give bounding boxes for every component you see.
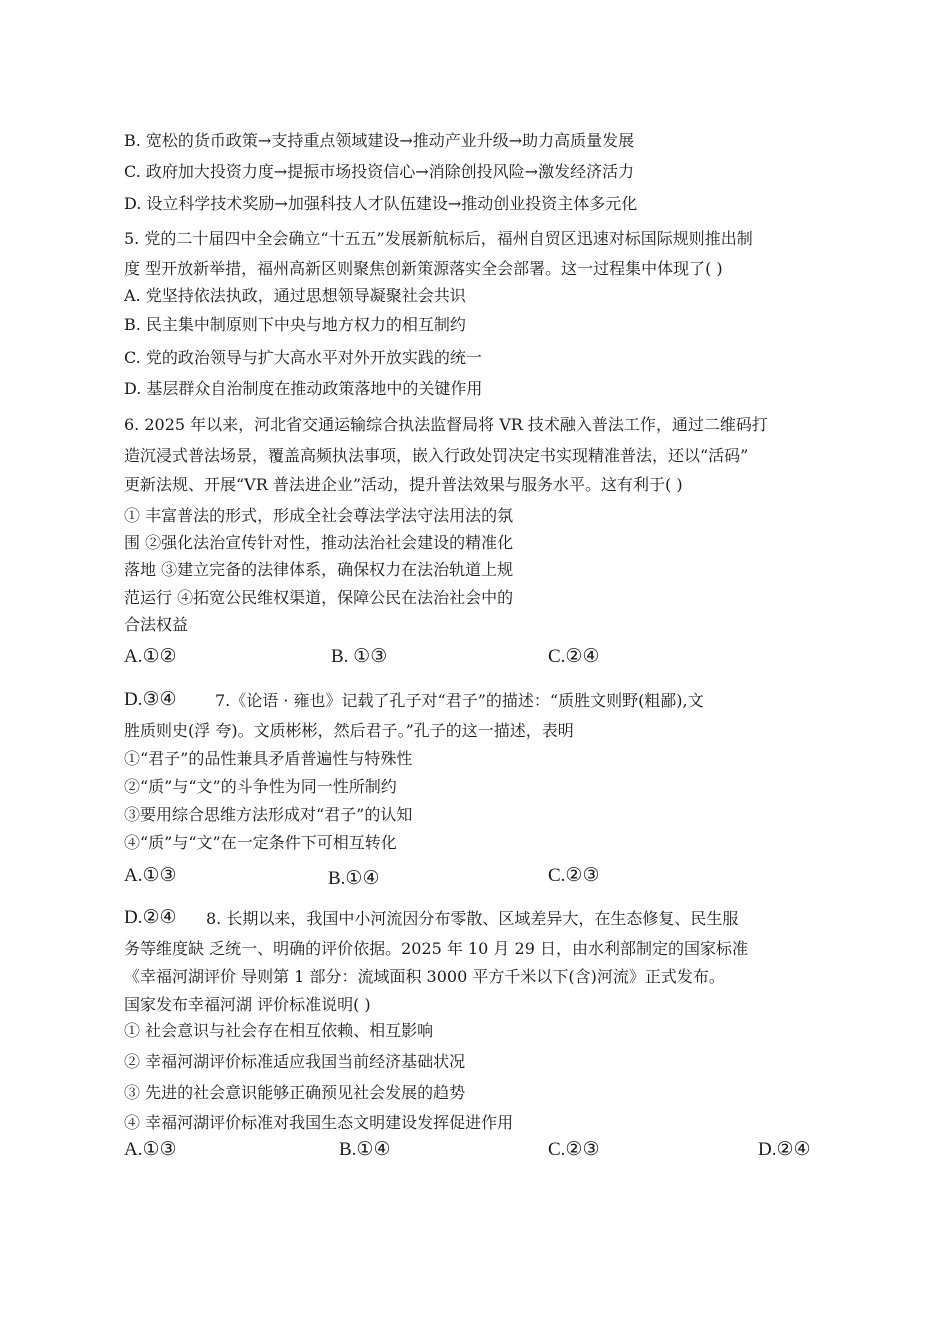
- q6-statement-line2: 围 ②强化法治宣传针对性，推动法治社会建设的精准化: [124, 533, 514, 552]
- q8-stem-line3: 《幸福河湖评价 导则第 1 部分：流域面积 3000 平方千米以下(含)河流》正式发布。: [124, 967, 725, 986]
- q8-stem-line1: 8. 长期以来，我国中小河流因分布零散、区域差异大，在生态修复、民生服: [206, 909, 739, 928]
- q5-stem-line1: 5. 党的二十届四中全会确立“十五五”发展新航标后，福州自贸区迅速对标国际规则推出制: [124, 229, 753, 248]
- q8-stem-line4: 国家发布幸福河湖 评价标准说明( ): [124, 995, 371, 1014]
- q6-statement-line1: ① 丰富普法的形式，形成全社会尊法学法守法用法的氛: [124, 506, 514, 525]
- q8-choice-d: D.②④: [758, 1139, 811, 1160]
- q8-statement-1: ① 社会意识与社会存在相互依赖、相互影响: [124, 1021, 434, 1040]
- q8-statement-3: ③ 先进的社会意识能够正确预见社会发展的趋势: [124, 1083, 466, 1102]
- q5-option-b: B. 民主集中制原则下中央与地方权力的相互制约: [124, 315, 466, 334]
- q7-statement-4: ④“质”与“文”在一定条件下可相互转化: [124, 833, 397, 852]
- q8-choice-c: C.②③: [548, 1139, 600, 1160]
- q6-stem-line3: 更新法规、开展“VR 普法进企业”活动，提升普法效果与服务水平。这有利于( ): [124, 475, 683, 494]
- q6-statement-line4: 范运行 ④拓宽公民维权渠道，保障公民在法治社会中的: [124, 588, 514, 607]
- q8-choice-b: B.①④: [339, 1139, 391, 1160]
- q6-stem-line1: 6. 2025 年以来，河北省交通运输综合执法监督局将 VR 技术融入普法工作，通过二维码打: [124, 415, 768, 434]
- q4-option-c: C. 政府加大投资力度→提振市场投资信心→消除创投风险→激发经济活力: [124, 162, 635, 181]
- q6-choice-c: C.②④: [548, 646, 600, 667]
- q7-choice-c: C.②③: [548, 865, 600, 886]
- q6-statement-line5: 合法权益: [124, 615, 189, 634]
- q7-choice-b: B.①④: [328, 868, 380, 889]
- q7-statement-2: ②“质”与“文”的斗争性为同一性所制约: [124, 777, 397, 796]
- q8-statement-2: ② 幸福河湖评价标准适应我国当前经济基础状况: [124, 1052, 466, 1071]
- q6-choice-b: B. ①③: [331, 646, 388, 667]
- q7-statement-3: ③要用综合思维方法形成对“君子”的认知: [124, 805, 413, 824]
- q7-stem-line1: 7.《论语 · 雍也》记载了孔子对“君子”的描述：“质胜文则野(粗鄙),文: [215, 691, 704, 710]
- q5-option-c: C. 党的政治领导与扩大高水平对外开放实践的统一: [124, 348, 482, 367]
- q5-stem-line2: 度 型开放新举措，福州高新区则聚焦创新策源落实全会部署。这一过程集中体现了( ): [124, 259, 723, 278]
- q6-choice-d: D.③④: [124, 689, 177, 710]
- q4-option-d: D. 设立科学技术奖励→加强科技人才队伍建设→推动创业投资主体多元化: [124, 194, 638, 213]
- q7-choice-a: A.①③: [124, 865, 177, 886]
- q7-choice-d: D.②④: [124, 907, 177, 928]
- q5-option-d: D. 基层群众自治制度在推动政策落地中的关键作用: [124, 379, 483, 398]
- q5-option-a: A. 党坚持依法执政，通过思想领导凝聚社会共识: [124, 286, 466, 305]
- q8-choice-a: A.①③: [124, 1139, 177, 1160]
- q6-statement-line3: 落地 ③建立完备的法律体系，确保权力在法治轨道上规: [124, 560, 514, 579]
- q8-statement-4: ④ 幸福河湖评价标准对我国生态文明建设发挥促进作用: [124, 1113, 514, 1132]
- q6-choice-a: A.①②: [124, 646, 177, 667]
- q7-stem-line2: 胜质则史(浮 夸)。文质彬彬，然后君子。”孔子的这一描述，表明: [124, 721, 574, 740]
- q6-stem-line2: 造沉浸式普法场景，覆盖高频执法事项，嵌入行政处罚决定书实现精准普法，还以“活码”: [124, 446, 749, 465]
- q8-stem-line2: 务等维度缺 乏统一、明确的评价依据。2025 年 10 月 29 日，由水利部制定的国家标准: [124, 939, 748, 958]
- q4-option-b: B. 宽松的货币政策→支持重点领域建设→推动产业升级→助力高质量发展: [124, 131, 635, 150]
- q7-statement-1: ①“君子”的品性兼具矛盾普遍性与特殊性: [124, 749, 413, 768]
